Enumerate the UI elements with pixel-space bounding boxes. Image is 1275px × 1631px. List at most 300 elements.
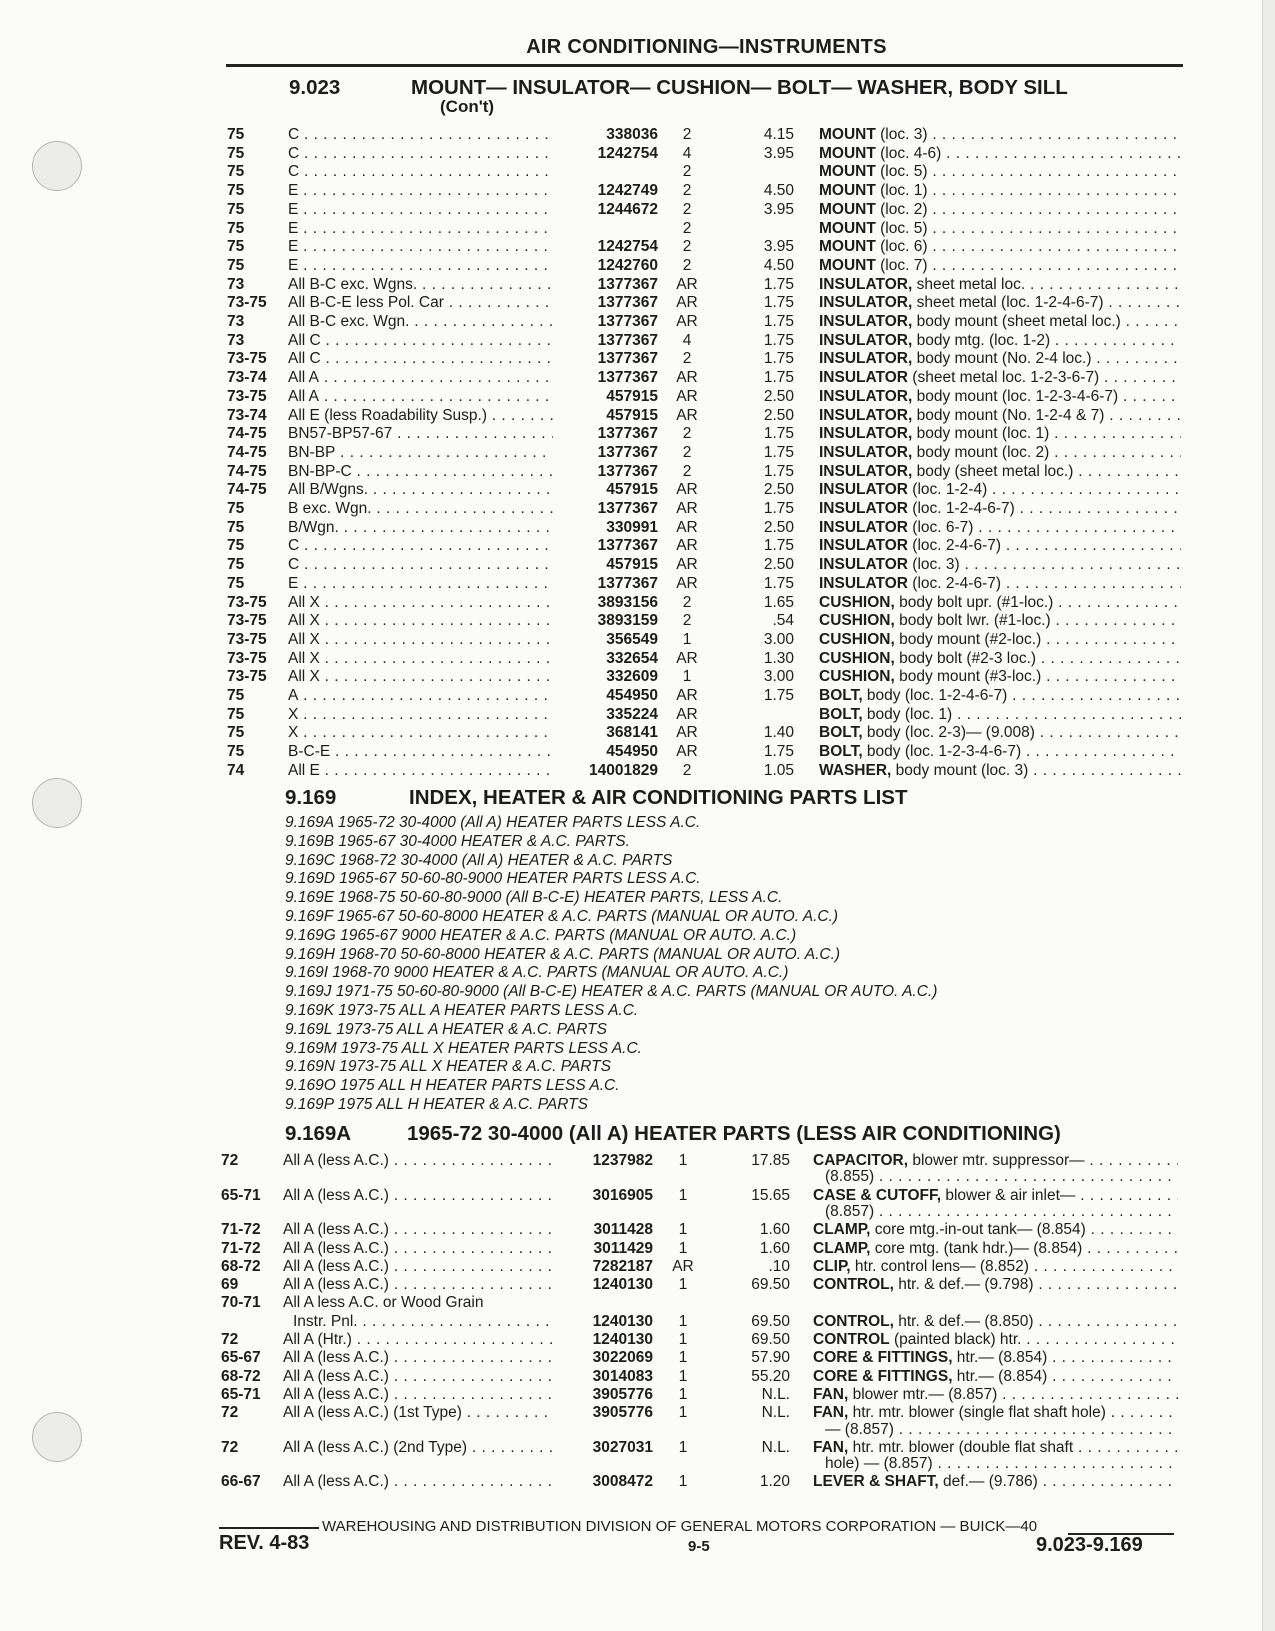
- row-model: All X . . .: [288, 612, 553, 630]
- row-price: 1.65: [763, 593, 794, 611]
- row-year: 74-75: [227, 425, 267, 443]
- row-description: [819, 500, 1181, 518]
- row-part-number: 3008472: [592, 1473, 653, 1491]
- table-row: [0, 1349, 1262, 1368]
- row-year: 75: [227, 126, 245, 143]
- row-model: All A (less A.C.) (1st Type) . . .: [283, 1404, 553, 1422]
- row-detail: (painted black) htr.: [889, 1331, 1022, 1348]
- table-row: [0, 1473, 1262, 1492]
- row-detail: htr.— (8.854): [952, 1349, 1048, 1367]
- row-detail-continued: — (8.857) . . .: [825, 1421, 1178, 1439]
- row-model: All A (less A.C.) . . .: [283, 1276, 553, 1294]
- row-detail: (loc. 2-4-6-7): [907, 574, 1002, 592]
- index-item: 9.169I 1968-70 9000 HEATER & A.C. PARTS (MANUAL OR AUTO. A.C.): [285, 964, 789, 982]
- row-price: 1.75: [763, 537, 794, 555]
- row-part-number: 338036: [606, 126, 658, 143]
- row-part-number: 7282187: [592, 1257, 653, 1275]
- row-year: 73-74: [227, 369, 267, 387]
- row-part-number: 457915: [606, 387, 658, 405]
- row-price: 4.50: [763, 256, 794, 274]
- index-item: 9.169H 1968-70 50-60-8000 HEATER & A.C. PARTS (MANUAL OR AUTO. A.C.): [285, 945, 841, 963]
- row-detail: (loc. 3): [907, 556, 960, 574]
- row-year: 68-72: [221, 1257, 261, 1275]
- row-year: 73-75: [227, 612, 267, 630]
- row-model: All C . . .: [288, 350, 553, 368]
- row-detail: sheet metal (loc. 1-2-4-6-7): [912, 294, 1104, 312]
- table-row: [0, 425, 1262, 444]
- row-part-name: WASHER,: [819, 761, 892, 779]
- row-year: 75: [227, 743, 245, 761]
- row-price: N.L.: [761, 1385, 790, 1403]
- row-description: [819, 668, 1181, 686]
- index-item: 9.169O 1975 ALL H HEATER PARTS LESS A.C.: [285, 1077, 620, 1095]
- row-description: [819, 163, 1181, 181]
- row-detail: (loc. 5): [875, 163, 928, 181]
- row-part-name: INSULATOR,: [819, 313, 913, 330]
- row-price: 1.60: [759, 1221, 790, 1239]
- row-quantity: 2: [682, 350, 692, 368]
- row-part-number: 1377367: [597, 350, 658, 368]
- footer-section-range: 9.023-9.169: [1036, 1534, 1143, 1556]
- row-part-name: FAN,: [813, 1438, 849, 1456]
- table-row: [0, 332, 1262, 351]
- row-detail: body bolt upr. (#1-loc.): [894, 593, 1054, 611]
- row-year: 73-75: [227, 668, 267, 686]
- section-title: MOUNT— INSULATOR— CUSHION— BOLT— WASHER, BODY SILL: [411, 76, 1068, 99]
- table-row: [0, 706, 1262, 725]
- row-year: 73: [227, 313, 245, 330]
- row-model: X . . .: [288, 706, 553, 724]
- row-year: 75: [227, 537, 245, 555]
- row-part-name: CORE & FITTINGS,: [813, 1349, 953, 1367]
- row-part-number: 1240130: [592, 1331, 653, 1348]
- row-part-number: 330991: [606, 518, 658, 536]
- index-item: 9.169D 1965-67 50-60-80-9000 HEATER PARTS LESS A.C.: [285, 870, 701, 888]
- row-quantity: 2: [682, 219, 692, 237]
- row-part-name: MOUNT: [819, 200, 876, 218]
- row-model: All A (less A.C.) . . .: [283, 1258, 553, 1276]
- row-part-name: FAN,: [813, 1385, 849, 1403]
- row-quantity: 2: [682, 462, 692, 480]
- row-part-name: MOUNT: [819, 219, 876, 237]
- row-year: 75: [227, 144, 245, 162]
- row-quantity: 1: [678, 1276, 688, 1294]
- table-row: [0, 388, 1262, 407]
- row-detail: (loc. 4-6): [875, 144, 942, 162]
- row-description: [819, 575, 1181, 593]
- row-quantity: 2: [682, 593, 692, 611]
- row-price: 3.95: [763, 238, 794, 256]
- row-quantity: AR: [676, 275, 698, 293]
- row-year: 74-75: [227, 462, 267, 480]
- row-model: C . . .: [288, 145, 553, 163]
- row-price: 1.75: [763, 369, 794, 387]
- row-part-number: 332609: [606, 668, 658, 686]
- row-detail: body mount (#3-loc.): [894, 668, 1042, 686]
- row-quantity: 1: [678, 1367, 688, 1385]
- row-part-name: CLAMP,: [813, 1239, 871, 1257]
- row-quantity: 1: [678, 1152, 688, 1169]
- row-year: 75: [227, 182, 245, 200]
- row-price: 3.00: [763, 668, 794, 686]
- row-description: [813, 1221, 1178, 1239]
- row-detail: body mount (#2-loc.): [894, 630, 1042, 648]
- row-description: [813, 1473, 1178, 1491]
- row-price: 1.75: [763, 462, 794, 480]
- row-model: All A . . .: [288, 388, 553, 406]
- row-part-number: 332654: [606, 649, 658, 667]
- header-rule: [226, 64, 1183, 67]
- table-row: [0, 1221, 1262, 1240]
- row-model: All E . . .: [288, 762, 553, 780]
- row-part-number: 1242749: [597, 182, 658, 200]
- row-quantity: 2: [682, 182, 692, 200]
- row-detail: (loc. 2-4-6-7): [907, 537, 1002, 555]
- row-quantity: 4: [682, 331, 692, 349]
- row-quantity: 2: [682, 200, 692, 218]
- row-part-name: CLAMP,: [813, 1221, 871, 1239]
- row-detail: htr. control lens— (8.852): [850, 1257, 1029, 1275]
- table-row: [0, 1240, 1262, 1259]
- table-row: [0, 313, 1262, 332]
- row-quantity: 1: [682, 668, 692, 686]
- row-model: X . . .: [288, 724, 553, 742]
- index-item: 9.169B 1965-67 30-4000 HEATER & A.C. PARTS.: [285, 832, 630, 850]
- table-row: [0, 1258, 1262, 1277]
- table-row: [0, 1331, 1262, 1350]
- row-part-name: INSULATOR: [819, 574, 908, 592]
- index-item: 9.169M 1973-75 ALL X HEATER PARTS LESS A.C.: [285, 1039, 642, 1057]
- row-model: E . . .: [288, 201, 553, 219]
- row-detail: body mount (loc. 1-2-3-4-6-7): [912, 387, 1119, 405]
- index-item: 9.169F 1965-67 50-60-8000 HEATER & A.C. PARTS (MANUAL OR AUTO. A.C.): [285, 908, 839, 925]
- row-description: [819, 537, 1181, 555]
- row-price: N.L.: [761, 1438, 790, 1456]
- row-quantity: 2: [682, 256, 692, 274]
- row-year: 72: [221, 1152, 239, 1169]
- row-description: [819, 556, 1181, 574]
- row-detail: body mount (sheet metal loc.): [912, 313, 1121, 330]
- row-quantity: AR: [676, 387, 698, 405]
- row-price: 2.50: [763, 406, 794, 424]
- row-part-name: CASE & CUTOFF,: [813, 1186, 942, 1204]
- table-row: [0, 575, 1262, 594]
- row-price: 2.50: [763, 481, 794, 499]
- row-year: 72: [221, 1331, 239, 1348]
- row-detail: (sheet metal loc. 1-2-3-6-7): [907, 369, 1100, 387]
- row-description: [819, 313, 1181, 331]
- table-row: [0, 612, 1262, 631]
- row-model: All B-C exc. Wgn. . . .: [288, 313, 553, 331]
- table-row: [0, 1276, 1262, 1295]
- section-title: 1965-72 30-4000 (All A) HEATER PARTS (LESS AIR CONDITIONING): [407, 1122, 1061, 1145]
- row-year: 73-75: [227, 350, 267, 368]
- row-part-name: BOLT,: [819, 705, 863, 723]
- index-item: 9.169L 1973-75 ALL A HEATER & A.C. PARTS: [285, 1020, 607, 1038]
- table-row: [0, 463, 1262, 482]
- row-model: All A . . .: [288, 369, 553, 387]
- row-year: 74: [227, 761, 245, 779]
- row-quantity: 1: [682, 630, 692, 648]
- section-number: 9.023: [289, 76, 341, 99]
- row-part-name: LEVER & SHAFT,: [813, 1473, 939, 1491]
- row-description: [819, 650, 1181, 668]
- row-model: All X . . .: [288, 631, 553, 649]
- row-model: Instr. Pnl. . . .: [293, 1313, 553, 1331]
- row-part-name: FAN,: [813, 1404, 849, 1422]
- row-part-name: CORE & FITTINGS,: [813, 1367, 953, 1385]
- row-year: 65-67: [221, 1349, 261, 1367]
- row-detail: (loc. 1-2-4): [907, 481, 988, 499]
- row-detail: htr.— (8.854): [952, 1367, 1048, 1385]
- row-description: [819, 743, 1181, 761]
- row-part-name: INSULATOR: [819, 369, 908, 387]
- row-part-number: 457915: [606, 556, 658, 574]
- row-model: All A (less A.C.) . . .: [283, 1368, 553, 1386]
- row-description: [813, 1331, 1178, 1349]
- row-quantity: 2: [682, 425, 692, 443]
- row-year: 71-72: [221, 1221, 261, 1239]
- row-description: [819, 369, 1181, 387]
- row-quantity: 4: [682, 144, 692, 162]
- row-description: [819, 481, 1181, 499]
- table-row: [0, 724, 1262, 743]
- row-description: [819, 201, 1181, 219]
- row-part-number: 1377367: [597, 425, 658, 443]
- row-part-name: INSULATOR: [819, 537, 908, 555]
- table-row: [0, 369, 1262, 388]
- row-part-name: INSULATOR: [819, 556, 908, 574]
- row-model: All A (less A.C.) . . .: [283, 1221, 553, 1239]
- row-part-number: 1377367: [597, 294, 658, 312]
- row-part-number: 1242754: [597, 144, 658, 162]
- row-quantity: 2: [682, 761, 692, 779]
- row-part-name: CUSHION,: [819, 649, 895, 667]
- table-row-continuation: [0, 1421, 1262, 1440]
- row-description: [813, 1313, 1178, 1331]
- row-part-number: 1240130: [592, 1312, 653, 1330]
- row-model: All A (less A.C.) (2nd Type) . . .: [283, 1439, 553, 1457]
- row-detail: body (loc. 1): [862, 705, 953, 723]
- table-row: [0, 350, 1262, 369]
- row-quantity: AR: [676, 743, 698, 761]
- row-part-number: 1240130: [592, 1276, 653, 1294]
- table-row: [0, 163, 1262, 182]
- row-detail: (loc. 1-2-4-6-7): [907, 500, 1015, 517]
- row-quantity: AR: [672, 1257, 694, 1275]
- row-model: E . . .: [288, 257, 553, 275]
- row-part-name: CONTROL: [813, 1331, 890, 1348]
- section-title: INDEX, HEATER & AIR CONDITIONING PARTS LIST: [409, 786, 908, 809]
- row-quantity: 1: [678, 1438, 688, 1456]
- row-model: All X . . .: [288, 668, 553, 686]
- row-model: All A (less A.C.) . . .: [283, 1349, 553, 1367]
- index-item: 9.169J 1971-75 50-60-80-9000 (All B-C-E) HEATER & A.C. PARTS (MANUAL OR AUTO. A.C.): [285, 983, 938, 1001]
- row-year: 73-74: [227, 406, 267, 424]
- row-part-name: CUSHION,: [819, 630, 895, 648]
- row-detail: def.— (9.786): [938, 1473, 1038, 1491]
- row-description: [813, 1368, 1178, 1386]
- table-row: [0, 407, 1262, 426]
- row-part-number: 14001829: [589, 761, 658, 779]
- row-price: 4.15: [763, 126, 794, 143]
- row-year: 75: [227, 238, 245, 256]
- row-price: 1.75: [763, 574, 794, 592]
- row-year: 69: [221, 1276, 239, 1294]
- row-year: 73-75: [227, 593, 267, 611]
- row-part-number: 454950: [606, 687, 658, 704]
- row-part-name: INSULATOR: [819, 518, 908, 536]
- row-description: [813, 1187, 1178, 1205]
- page-header-title: AIR CONDITIONING—INSTRUMENTS: [526, 36, 887, 58]
- row-model: C . . .: [288, 163, 553, 181]
- footer-division: WAREHOUSING AND DISTRIBUTION DIVISION OF GENERAL MOTORS CORPORATION — BUICK—40: [322, 1518, 1038, 1535]
- row-detail: body (loc. 1-2-4-6-7): [862, 687, 1008, 704]
- row-detail: blower mtr. suppressor—: [908, 1152, 1085, 1169]
- row-model: All E (less Roadability Susp.) . . .: [288, 407, 553, 425]
- row-description: [819, 594, 1181, 612]
- row-part-number: 3011429: [593, 1239, 653, 1257]
- row-year: 75: [227, 724, 245, 742]
- row-model: E . . .: [288, 220, 553, 238]
- row-model: B-C-E . . .: [288, 743, 553, 761]
- row-part-name: CONTROL,: [813, 1276, 894, 1294]
- footer-revision: REV. 4-83: [219, 1532, 310, 1554]
- row-model: All X . . .: [288, 594, 553, 612]
- row-year: 72: [221, 1404, 239, 1422]
- row-model: All B-C exc. Wgns. . . .: [288, 276, 553, 294]
- row-year: 65-71: [221, 1385, 261, 1403]
- row-detail-continued: (8.857) . . .: [825, 1203, 1178, 1221]
- row-quantity: AR: [676, 574, 698, 592]
- row-part-name: MOUNT: [819, 256, 876, 274]
- row-year: 72: [221, 1438, 239, 1456]
- row-part-number: 1377367: [597, 313, 658, 330]
- row-detail: (loc. 7): [875, 256, 928, 274]
- row-price: 2.50: [763, 387, 794, 405]
- row-description: [819, 294, 1181, 312]
- row-detail: (loc. 3): [875, 126, 928, 143]
- row-price: 1.75: [763, 443, 794, 461]
- row-detail: body mtg. (loc. 1-2): [912, 331, 1051, 349]
- row-model: All A (less A.C.) . . .: [283, 1152, 553, 1170]
- row-detail: core mtg.-in-out tank— (8.854): [870, 1221, 1086, 1239]
- row-part-name: MOUNT: [819, 144, 876, 162]
- row-year: 75: [227, 687, 245, 704]
- row-year: 73: [227, 331, 245, 349]
- row-part-name: CAPACITOR,: [813, 1152, 909, 1169]
- row-part-name: INSULATOR: [819, 500, 908, 517]
- table-row-continuation: [0, 1168, 1262, 1187]
- row-year: 73-75: [227, 387, 267, 405]
- row-quantity: AR: [676, 687, 698, 704]
- row-part-number: 457915: [606, 406, 658, 424]
- row-price: .54: [772, 612, 794, 630]
- row-part-number: 3027031: [592, 1438, 653, 1456]
- table-row: [0, 594, 1262, 613]
- row-quantity: 1: [678, 1349, 688, 1367]
- row-part-name: INSULATOR,: [819, 443, 913, 461]
- row-detail: blower mtr.— (8.857): [848, 1385, 998, 1403]
- row-part-number: 368141: [606, 724, 658, 742]
- row-detail: core mtg. (tank hdr.)— (8.854): [870, 1239, 1083, 1257]
- row-quantity: AR: [676, 500, 698, 517]
- row-price: 55.20: [751, 1367, 790, 1385]
- row-description: [819, 463, 1181, 481]
- row-description: [819, 706, 1181, 724]
- row-year: 66-67: [221, 1473, 261, 1491]
- row-model: All A (less A.C.) . . .: [283, 1386, 553, 1404]
- row-description: [813, 1276, 1178, 1294]
- row-description: [819, 612, 1181, 630]
- row-model: All A (less A.C.) . . .: [283, 1473, 553, 1491]
- row-description: [819, 145, 1181, 163]
- row-part-number: 1377367: [597, 443, 658, 461]
- row-price: 1.75: [763, 687, 794, 704]
- row-description: [813, 1386, 1178, 1404]
- row-price: 69.50: [751, 1312, 790, 1330]
- row-price: 17.85: [751, 1152, 790, 1169]
- row-detail: body (loc. 2-3)— (9.008): [862, 724, 1035, 742]
- row-part-name: CUSHION,: [819, 668, 895, 686]
- row-detail: htr. mtr. blower (double flat shaft: [848, 1438, 1074, 1456]
- table-row: [0, 1294, 1262, 1313]
- row-price: 3.95: [763, 200, 794, 218]
- row-model: All X . . .: [288, 650, 553, 668]
- row-part-number: 457915: [606, 481, 658, 499]
- row-part-number: 1377367: [597, 537, 658, 555]
- row-part-name: MOUNT: [819, 126, 876, 143]
- row-detail: (loc. 6-7): [907, 518, 974, 536]
- row-price: 1.75: [763, 331, 794, 349]
- row-quantity: 1: [678, 1404, 688, 1422]
- row-description: [819, 762, 1181, 780]
- row-part-name: INSULATOR,: [819, 331, 913, 349]
- index-item: 9.169N 1973-75 ALL X HEATER & A.C. PARTS: [285, 1058, 611, 1076]
- row-quantity: 1: [678, 1331, 688, 1348]
- row-model: E . . .: [288, 238, 553, 256]
- row-model: All A (less A.C.) . . .: [283, 1187, 553, 1205]
- row-model: BN57-BP57-67 . . .: [288, 425, 553, 443]
- index-item: 9.169E 1968-75 50-60-80-9000 (All B-C-E) HEATER PARTS, LESS A.C.: [285, 889, 783, 907]
- row-quantity: 1: [678, 1239, 688, 1257]
- row-detail: body mount (loc. 2): [912, 443, 1050, 461]
- row-description: [819, 350, 1181, 368]
- row-quantity: 1: [678, 1385, 688, 1403]
- section-continued-label: (Con't): [440, 97, 495, 116]
- table-row: [0, 126, 1262, 145]
- row-year: 75: [227, 705, 245, 723]
- row-part-name: MOUNT: [819, 182, 876, 200]
- row-detail: (loc. 5): [875, 219, 928, 237]
- row-model: BN-BP . . .: [288, 444, 553, 462]
- row-quantity: 1: [678, 1473, 688, 1491]
- row-part-number: 3014083: [592, 1367, 653, 1385]
- row-part-number: 3905776: [592, 1385, 653, 1403]
- row-model: C . . .: [288, 537, 553, 555]
- row-year: 75: [227, 556, 245, 574]
- row-part-number: 1377367: [597, 500, 658, 517]
- footer-page-number: 9-5: [688, 1538, 710, 1555]
- table-row: [0, 537, 1262, 556]
- row-part-number: 3016905: [592, 1186, 653, 1204]
- table-row: [0, 1368, 1262, 1387]
- row-part-name: INSULATOR,: [819, 294, 913, 312]
- index-item: 9.169K 1973-75 ALL A HEATER PARTS LESS A.C.: [285, 1002, 639, 1019]
- row-price: 1.30: [763, 649, 794, 667]
- row-part-name: INSULATOR: [819, 481, 908, 499]
- row-quantity: 1: [678, 1186, 688, 1204]
